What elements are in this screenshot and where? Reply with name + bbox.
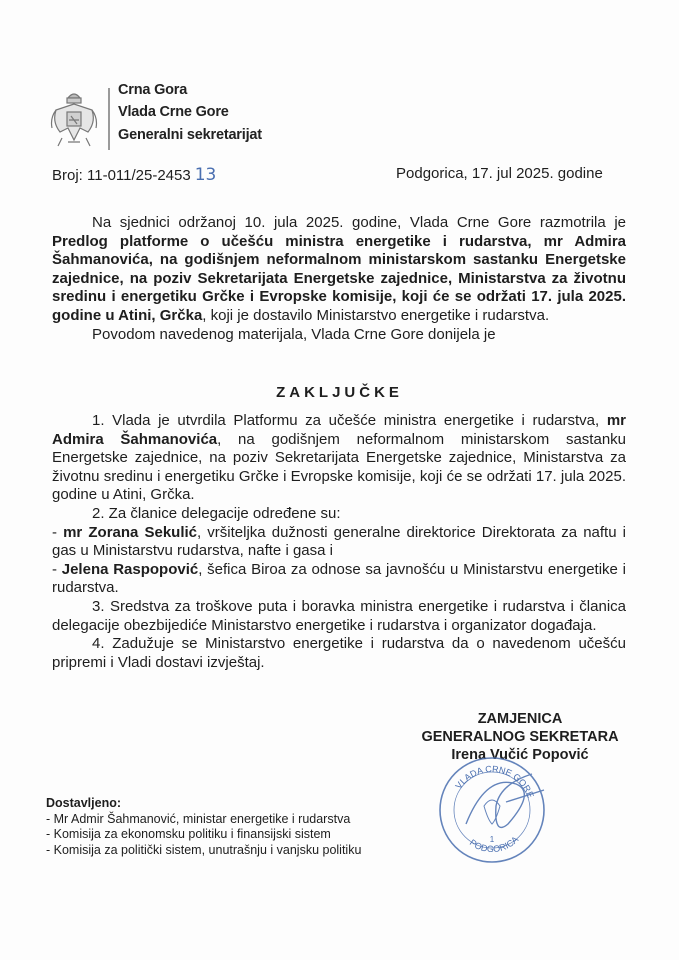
conclusion-1 <box>52 412 626 505</box>
intro-second: Povodom navedenog materijala, Vlada Crne Gore donijela je <box>92 325 496 343</box>
signatory-role-1: ZAMJENICA <box>477 711 563 727</box>
document-date: Podgorica, 17. jul 2025. godine <box>396 165 603 182</box>
delegation-member-1 <box>52 524 626 561</box>
signatory-role-2: GENERALNOG SEKRETARA <box>421 729 619 745</box>
header-divider <box>108 88 110 150</box>
dash: - <box>52 560 62 578</box>
delivered-item: - Mr Admir Šahmanović, ministar energetike i rudarstva <box>46 811 351 826</box>
delivered-heading: Dostavljeno: <box>46 796 122 810</box>
header-secretariat: Generalni sekretarijat <box>118 127 262 143</box>
intro-paragraph <box>52 214 626 344</box>
header-country: Crna Gora <box>118 82 188 98</box>
section-title: ZAKLJUČKE <box>276 384 403 401</box>
conclusion-2: 2. Za članice delegacije određene su: <box>92 504 341 522</box>
reference-number <box>52 165 216 185</box>
svg-text:1: 1 <box>489 835 495 844</box>
handwritten-annotation: 13 <box>194 165 217 185</box>
intro-lead: Na sjednici održanoj 10. jula 2025. godine, Vlada Crne Gore razmotrila je <box>92 214 626 231</box>
conclusions-list <box>52 412 626 672</box>
delivered-item: - Komisija za politički sistem, unutrašnju i vanjsku politiku <box>46 842 362 857</box>
intro-tail: , koji je dostavilo Ministarstvo energetike i rudarstva. <box>202 306 550 324</box>
montenegro-coat-of-arms-icon <box>48 88 100 150</box>
svg-text:VLADA CRNE GORE: VLADA CRNE GORE <box>453 763 536 800</box>
member-2-role: , šefica Biroa za odnose sa javnošću u Ministarstvu energetike i rudarstva. <box>52 560 626 597</box>
signatory-name: Irena Vučić Popović <box>451 747 589 763</box>
intro-first <box>52 214 626 326</box>
official-stamp-icon <box>436 754 548 866</box>
conclusion-4: 4. Zadužuje se Ministarstvo energetike i rudarstva da o navedenom učešću pripremi i Vladi dostavi izvještaj. <box>52 635 626 671</box>
conclusion-1-rest: , na godišnjem neformalnom ministarskom sastanku Energetske zajednice, na poziv Sekretarijata Energetske zajednice, Ministarstva za životnu sredinu i energetiku Grčke i Evropske komisije, koji će se održati 17. jula 2025. godine u Atini, Grčka. <box>52 430 626 504</box>
conclusion-3: 3. Sredstva za troškove puta i boravka ministra energetike i rudarstva i članica delegacije obezbijediće Ministarstvo energetike i rudarstva i organizator događaja. <box>52 597 626 634</box>
header-government: Vlada Crne Gore <box>118 104 229 120</box>
member-1-name: mr Zorana Sekulić <box>63 523 198 541</box>
conclusion-1-minister: mr Admira Šahmanovića <box>52 412 626 448</box>
delivered-list <box>46 796 361 858</box>
reference-number-text: Broj: 11-011/25-2453 <box>52 167 191 184</box>
svg-text:PODGORICA: PODGORICA <box>467 834 521 855</box>
dash: - <box>52 523 64 541</box>
member-2-name: Jelena Raspopović <box>61 560 199 578</box>
delivered-item: - Komisija za ekonomsku politiku i finansijski sistem <box>46 827 331 841</box>
delegation-member-2 <box>52 561 626 598</box>
conclusion-1-lead: 1. Vlada je utvrdila Platformu za učešće ministra energetike i rudarstva, <box>92 412 600 429</box>
intro-proposal-title: Predlog platforme o učešću ministra energetike i rudarstva, mr Admira Šahmanovića, na godišnjem neformalnom ministarskom sastanku Energetske zajednice, na poziv Sekretarijata Energetske zajednice, Ministarstva za životnu sredinu i energetiku Grčke i Evropske komisije, koji će se održati 17. jula 2025. godine u Atini, Grčka <box>52 232 626 324</box>
member-1-role: , vršiteljka dužnosti generalne direktorice Direktorata za naftu i gas u Ministarstvu rudarstva, nafte i gasa i <box>52 523 626 560</box>
